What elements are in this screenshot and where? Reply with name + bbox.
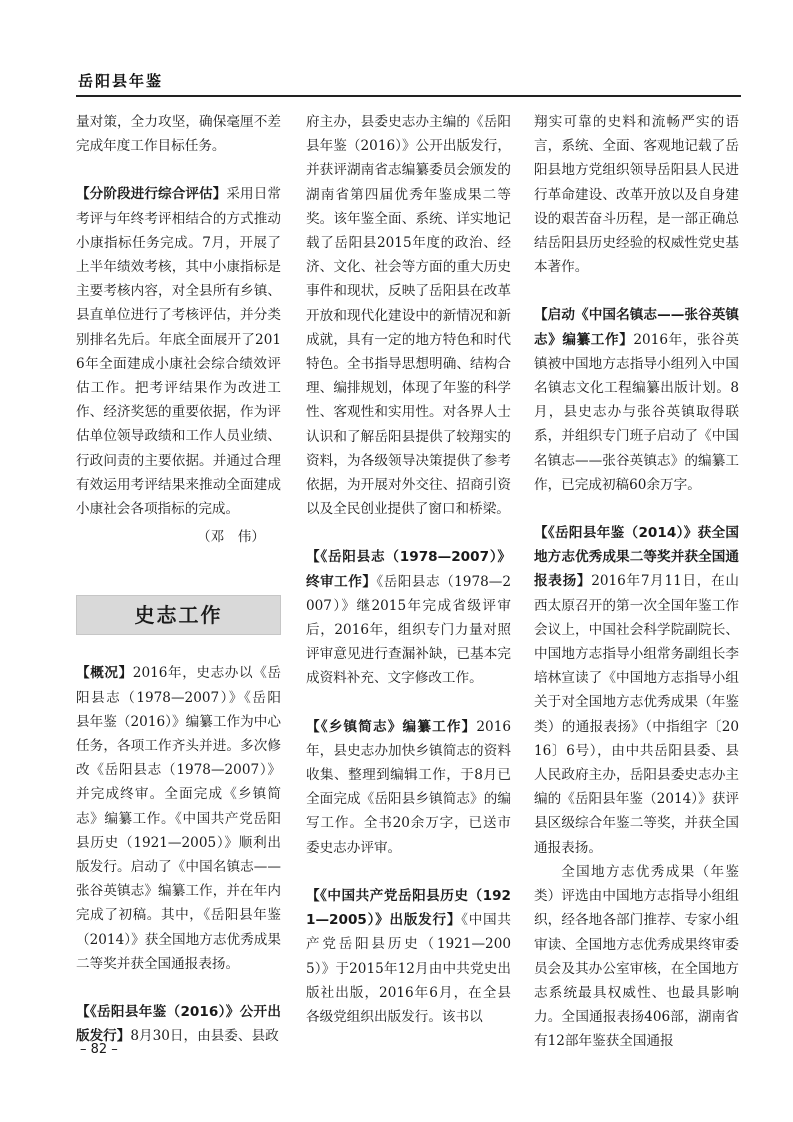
column-2 [306,110,511,1029]
entry-heading: 【《岳阳县志（1978—2007）》终审工作】 [306,549,511,590]
entry-heading: 【《岳阳县年鉴（2016）》公开出版发行】 [76,1004,281,1045]
entry-overview [76,661,281,976]
section-title: 史志工作 [76,595,281,635]
entry-body: 采用日常考评与年终考评相结合的方式推动小康指标任务完成。7月，开展了上半年绩效考核，其中小康指标是主要考核内容，对全县所有乡镇、县直单位进行了考核评估，并分类别排名先后。年底全面展开了2016年全面建成小康社会综合绩效评估工作。把考评结果作为改进工作、经济奖惩的重要依据，作为评估单位领导政绩和工作人员业绩、行政问责的主要依据。并通过合理有效运用考评结果来推动全面建成小康社会各项指标的完成。 [76,186,281,518]
entry-township-annals [306,715,511,860]
column-1 [76,110,281,1049]
author-signature: （邓 伟） [197,529,265,546]
paragraph-award-selection: 全国地方志优秀成果（年鉴类）评选由中国地方志指导小组组织，经各地各部门推荐、专家小组审读、全国地方志优秀成果终审委员会及其办公室审核，在全国地方志系统最具权威性、也最具影响力。全国通报表扬406部，湖南省有12部年鉴获全国通报 [534,863,739,1050]
entry-heading: 【《岳阳县年鉴（2014）》获全国地方志优秀成果二等奖并获全国通报表扬】 [534,525,739,590]
running-header-title: 岳阳县年鉴 [78,72,164,90]
entry-body: 2016年，县史志办加快乡镇简志的资料收集、整理到编辑工作，于8月已全面完成《岳阳县乡镇简志》的编写工作。全书20余万字，已送市委史志办评审。 [306,718,511,856]
entry-body: 《中国共产党岳阳县历史（1921—2005）》于2015年12月由中共党史出版社出版，2016年6月，在全县各级党组织出版发行。该书以 [306,912,511,1025]
entry-famous-town-annals [534,303,739,497]
entry-heading: 【《乡镇简志》编纂工作】 [306,718,477,735]
entry-body: 《岳阳县志（1978—2007）》继2015年完成省级评审后，2016年，组织专门力量对照评审意见进行查漏补缺，已基本完成资料补充、文字修改工作。 [306,573,511,687]
entry-body: 2016年7月11日，在山西太原召开的第一次全国年鉴工作会议上，中国社会科学院副院长、中国地方志指导小组常务副组长李培林宣读了《中国地方志指导小组关于对全国地方志优秀成果（年鉴类）的通报表扬》（中指组字〔2016〕6号），由中共岳阳县委、县人民政府主办，岳阳县委史志办主编的《岳阳县年鉴（2014）》获评县区级综合年鉴二等奖，并获全国通报表扬。 [534,573,739,856]
column-3 [534,110,739,1054]
entry-body: 2016年，张谷英镇被中国地方志指导小组列入中国名镇志文化工程编纂出版计划。8月，县史志办与张谷英镇取得联系，并组织专门班子启动了《中国名镇志——张谷英镇志》的编纂工作，已完成初稿60余万字。 [534,331,739,493]
header-rule [76,95,741,97]
paragraph-continued: 翔实可靠的史料和流畅严实的语言，系统、全面、客观地记载了岳阳县地方党组织领导岳阳县人民进行革命建设、改革开放以及自身建设的艰苦奋斗历程，是一部正确总结岳阳县历史经验的权威性党史基本著作。 [534,114,739,276]
entry-body: 2016年，史志办以《岳阳县志（1978—2007）》《岳阳县年鉴（2016）》编纂工作为中心任务，各项工作齐头并进。多次修改《岳阳县志（1978—2007）》并完成终审。全面完成《乡镇简志》编纂工作。《中国共产党岳阳县历史（1921—2005）》顺利出版发行。启动了《中国名镇志——张谷英镇志》编纂工作，并在年内完成了初稿。其中，《岳阳县年鉴（2014）》获全国地方志优秀成果二等奖并获全国通报表扬。 [76,665,281,972]
entry-heading: 【启动《中国名镇志——张谷英镇志》编纂工作】 [534,307,739,348]
entry-yearbook-2014-award [534,521,739,860]
entry-party-history [306,884,511,1029]
entry-heading: 【《中国共产党岳阳县历史（1921—2005）》出版发行】 [306,887,511,929]
paragraph-continued: 府主办，县委史志办主编的《岳阳县年鉴（2016）》公开出版发行，并获评湖南省志编纂委员会颁发的湖南省第四届优秀年鉴成果二等奖。该年鉴全面、系统、详实地记载了岳阳县2015年度的政治、经济、文化、社会等方面的重大历史事件和现状，反映了岳阳县在改革开放和现代化建设中的新情况和新成就，具有一定的地方特色和时代特色。全书指导思想明确、结构合理、编排规划，体现了年鉴的科学性、客观性和实用性。对各界人士认识和了解岳阳县提供了较翔实的资料，为各级领导决策提供了参考依据，为开展对外交往、招商引资以及全民创业提供了窗口和桥梁。 [306,114,511,518]
page-number: – 82 – [80,1042,118,1057]
entry-phased-evaluation [76,182,281,521]
entry-body: 8月30日，由县委、县政 [130,1028,279,1045]
entry-heading: 【分阶段进行综合评估】 [76,186,227,203]
entry-heading: 【概况】 [76,665,133,682]
paragraph-continued: 量对策，全力攻坚，确保毫厘不差完成年度工作目标任务。 [76,114,281,155]
entry-county-annals-review [306,545,511,690]
